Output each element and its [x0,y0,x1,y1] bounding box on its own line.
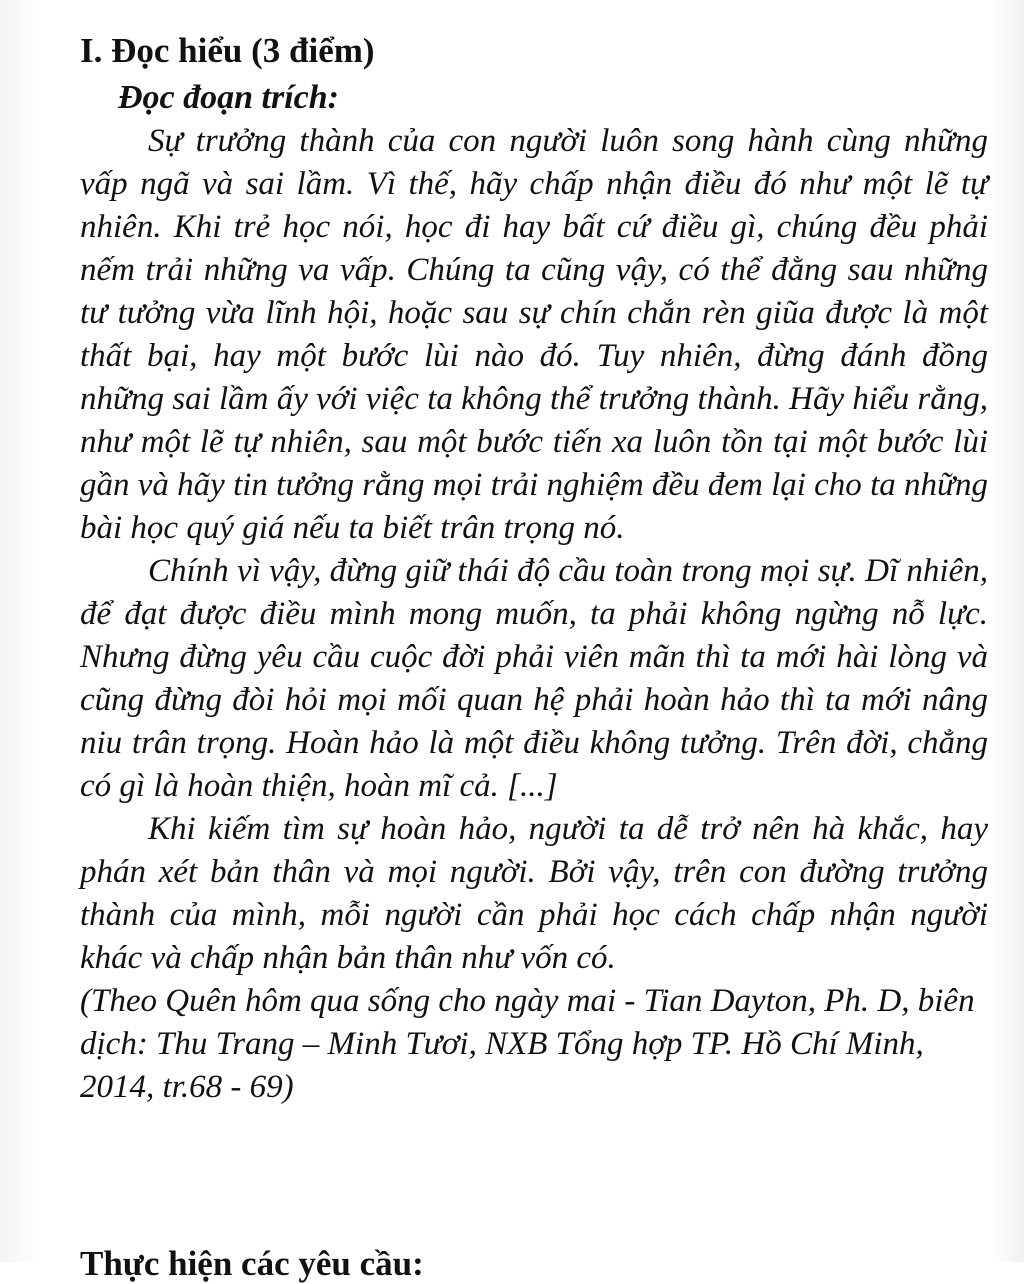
excerpt-paragraph-1: Sự trưởng thành của con người luôn song hành cùng những vấp ngã và sai lầm. Vì thế, hãy chấp nhận điều đó như một lẽ tự nhiên. Khi trẻ học nói, học đi hay bất cứ điều gì, chúng đều phải nếm trải những va vấp. Chúng ta cũng vậy, có thể đằng sau những tư tưởng vừa lĩnh hội, hoặc sau sự chín chắn rèn giũa được là một thất bại, hay một bước lùi nào đó. Tuy nhiên, đừng đánh đồng những sai lầm ấy với việc ta không thể trưởng thành. Hãy hiểu rằng, như một lẽ tự nhiên, sau một bước tiến xa luôn tồn tại một bước lùi gần và hãy tin tưởng rằng mọi trải nghiệm đều đem lại cho ta những bài học quý giá nếu ta biết trân trọng nó. [80,123,988,546]
excerpt-paragraph-3: Khi kiếm tìm sự hoàn hảo, người ta dễ trở nên hà khắc, hay phán xét bản thân và mọi người. Bởi vậy, trên con đường trưởng thành của mình, mỗi người cần phải học cách chấp nhận người khác và chấp nhận bản thân như vốn có. [80,811,988,976]
excerpt-paragraph-2: Chính vì vậy, đừng giữ thái độ cầu toàn trong mọi sự. Dĩ nhiên, để đạt được điều mình mong muốn, ta phải không ngừng nỗ lực. Nhưng đừng yêu cầu cuộc đời phải viên mãn thì ta mới hài lòng và cũng đừng đòi hỏi mọi mối quan hệ phải hoàn hảo thì ta mới nâng niu trân trọng. Hoàn hảo là một điều không tưởng. Trên đời, chẳng có gì là hoàn thiện, hoàn mĩ cả. [...] [80,553,988,804]
excerpt-label: Đọc đoạn trích: [118,79,339,116]
cut-off-next-heading: Thực hiện các yêu cầu: [80,1244,424,1283]
document-content [80,26,988,1109]
section-heading: I. Đọc hiểu (3 điểm) [80,31,375,70]
source-citation: (Theo Quên hôm qua sống cho ngày mai - Tian Dayton, Ph. D, biên dịch: Thu Trang – Minh Tươi, NXB Tổng hợp TP. Hồ Chí Minh, 2014, tr.68 - 69) [80,983,975,1105]
